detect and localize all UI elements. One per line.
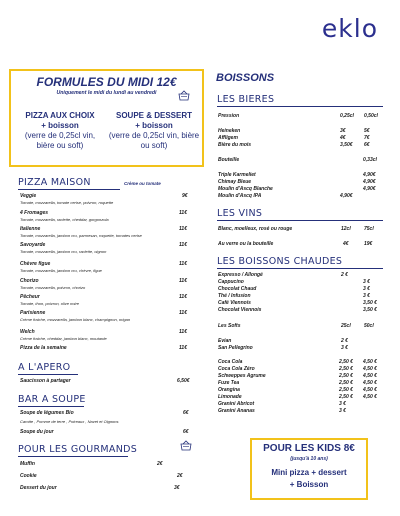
bottle-item-name: Moulin d'Ascq Blanche (218, 186, 273, 192)
chaudes-section-title: LES BOISSONS CHAUDES (217, 256, 343, 267)
brand-logo: eklo (321, 14, 378, 43)
soft-item-p1: 2,50 € (339, 359, 353, 365)
pizza-item-price: 11€ (179, 310, 187, 316)
formule-pizza (14, 111, 106, 151)
bottle-item-name: Chimay Bleue (218, 179, 252, 185)
vins-divider (217, 220, 383, 221)
pizza-item-price: 11€ (179, 261, 187, 267)
bottle-item-name: Triple Karmeliet (218, 172, 256, 178)
pizza-section-title: PIZZA MAISON (18, 177, 91, 188)
water-name: San Pellegrino (218, 345, 253, 351)
pizza-item-desc: Tomate, mozzarella, poivron, chorizo (20, 285, 86, 290)
soft-item-name: Granini Ananas (218, 408, 255, 414)
soft-item-p1: 2,50 € (339, 394, 353, 400)
pizza-item-name: Savoyarde (20, 242, 46, 248)
pizza-item-desc: Tomate, thon, poivron, olive noire (20, 301, 79, 306)
pizza-item-name: Italienne (20, 226, 41, 232)
chaude-item-price: 3 € (363, 279, 370, 285)
pizza-item-name: Pêcheur (20, 294, 40, 300)
bottle-item-price: 4,90€ (363, 179, 376, 185)
takeaway-bag-icon (180, 440, 192, 451)
formule-soupe (106, 111, 202, 151)
pizza-divider (18, 189, 120, 190)
pizza-item-desc: Crème fraiche, cheddar, jambon blanc, moutarde (20, 336, 107, 341)
pizza-item-desc: Tomate, mozzarella, raclette, cheddar, gorgonzola (20, 217, 109, 222)
chaude-item-name: Chocolat Chaud (218, 286, 257, 292)
pizza-item-name: Chèvre figue (20, 261, 51, 267)
vin-row-p1: 4€ (343, 241, 349, 247)
gourmand-item-name: Cookie (20, 473, 37, 479)
pizza-item-price: 11€ (179, 294, 187, 300)
pizza-item-price: 11€ (179, 278, 187, 284)
vin-row-p2: 19€ (364, 241, 373, 247)
chaude-item-name: Chocolat Viennois (218, 307, 262, 313)
water-price: 2 € (341, 338, 348, 344)
formule-pizza-line: (verre de 0,25cl vin, (24, 131, 96, 140)
soupe-item-price: 6€ (183, 429, 189, 435)
soft-item-p1: 2,50 € (339, 387, 353, 393)
bieres-section-title: LES BIERES (217, 94, 275, 105)
pizza-item-price: 9€ (182, 193, 188, 199)
softs-label: Les Softs (218, 323, 241, 329)
chaude-item-price: 3 € (363, 286, 370, 292)
boissons-title: BOISSONS (216, 72, 275, 84)
pizza-item-price: 11€ (179, 210, 187, 216)
biere-item-p1: 3€ (340, 128, 346, 134)
vin-row-name: Au verre ou la bouteille (218, 241, 274, 247)
pression-label: Pression (218, 113, 240, 119)
soft-item-name: Fuze Tea (218, 380, 240, 386)
soupe-section-title: BAR A SOUPE (18, 394, 86, 405)
formules-title: FORMULES DU MIDI 12€ (36, 75, 177, 89)
apero-item-name: Saucisson à partager (20, 378, 71, 384)
kids-line-1: Mini pizza + dessert (271, 468, 347, 477)
soupe-item-name: Soupe du jour (20, 429, 54, 435)
biere-item-p2: 7€ (364, 135, 370, 141)
vin-row-p2: 75cl (364, 226, 374, 232)
pizza-item-desc: Tomate, mozzarella, tomate cerise, poivron, roquette (20, 200, 114, 205)
bottle-item-price: 4,90€ (340, 193, 353, 199)
bottle-item-name: Moulin d'Ascq IPA (218, 193, 262, 199)
pizza-note: Crème ou tomate (124, 181, 161, 186)
formule-pizza-line: PIZZA AUX CHOIX (25, 111, 95, 120)
bieres-divider (217, 106, 383, 107)
soupe-item-desc: Carotte , Pomme de terre , Poireaux , Navet et Oignons (20, 419, 119, 424)
water-name: Evian (218, 338, 232, 344)
apero-item-price: 6,50€ (177, 378, 190, 384)
pizza-item-desc: Tomate, mozzarella, jambon cru, raclette, oignon (20, 249, 107, 254)
soft-item-p1: 2,50 € (339, 373, 353, 379)
biere-item-p1: 4€ (340, 135, 346, 141)
kids-title: POUR LES KIDS 8€ (263, 443, 355, 454)
chaude-item-price: 2 € (341, 272, 348, 278)
formule-soupe-line: + boisson (135, 121, 173, 130)
bouteille-size: 0,33cl (363, 157, 377, 163)
gourmand-item-price: 3€ (174, 485, 180, 491)
soft-item-p1: 3 € (339, 408, 346, 414)
bouteille-label: Bouteille (218, 157, 240, 163)
softs-size-small: 25cl (341, 323, 351, 329)
bottle-item-price: 4,90€ (363, 186, 376, 192)
gourmand-item-price: 2€ (157, 461, 163, 467)
formule-soupe-line: ou soft) (140, 141, 168, 150)
gourmand-item-name: Dessert du jour (20, 485, 57, 491)
chaude-item-name: Thé / Infusion (218, 293, 251, 299)
soft-item-name: Limonade (218, 394, 242, 400)
biere-item-p2: 6€ (364, 142, 370, 148)
gourmand-item-name: Muffin (20, 461, 35, 467)
soupe-item-price: 6€ (183, 410, 189, 416)
pizza-item-name: Welch (20, 329, 35, 335)
kids-box (250, 438, 368, 500)
soft-item-p2: 4,50 € (363, 359, 377, 365)
chaude-item-price: 3,50 € (363, 307, 377, 313)
pizza-item-name: Veggie (20, 193, 37, 199)
pizza-item-desc: Crème fraiche, mozzarella, jambon blanc, champignon, origan (20, 317, 131, 322)
soft-item-name: Schweppes Agrume (218, 373, 266, 379)
soft-item-p1: 2,50 € (339, 366, 353, 372)
soft-item-name: Coca Cola (218, 359, 243, 365)
biere-item-name: Heineken (218, 128, 241, 134)
pizza-item-name: Chorizo (20, 278, 39, 284)
pression-size-small: 0,25cl (340, 113, 354, 119)
vin-row-name: Blanc, moelleux, rosé ou rouge (218, 226, 293, 232)
soft-item-name: Granini Abricot (218, 401, 255, 407)
chaude-item-name: Café Viennois (218, 300, 251, 306)
vin-row-p1: 12cl (341, 226, 351, 232)
softs-size-large: 50cl (364, 323, 374, 329)
chaude-item-name: Expresso / Allongé (218, 272, 263, 278)
biere-item-p2: 5€ (364, 128, 370, 134)
vins-section-title: LES VINS (217, 208, 263, 219)
soft-item-p2: 4,50 € (363, 373, 377, 379)
soft-item-name: Coca Cola Zéro (218, 366, 255, 372)
pizza-item-price: 11€ (179, 226, 187, 232)
pression-size-large: 0,50cl (364, 113, 378, 119)
soft-item-p2: 4,50 € (363, 394, 377, 400)
chaude-item-name: Cappucino (218, 279, 244, 285)
kids-subtitle: (jusqu'à 10 ans) (290, 456, 328, 462)
soft-item-p2: 4,50 € (363, 387, 377, 393)
soft-item-p2: 4,50 € (363, 380, 377, 386)
formules-subtitle: Uniquement le midi du lundi au vendredi (56, 90, 157, 96)
formule-pizza-line: bière ou soft) (36, 141, 84, 150)
water-price: 3 € (341, 345, 348, 351)
gourmands-divider (18, 456, 128, 457)
pizza-item-price: 11€ (179, 329, 187, 335)
pizza-item-desc: Tomate, mozzarella, jambon cru, chèvre, figue (20, 268, 102, 273)
bottle-item-price: 4,90€ (363, 172, 376, 178)
soft-item-p1: 3 € (339, 401, 346, 407)
formule-soupe-line: SOUPE & DESSERT (115, 111, 192, 120)
kids-line-2: + Boisson (289, 480, 329, 489)
soupe-divider (18, 406, 84, 407)
gourmand-item-price: 2€ (177, 473, 183, 479)
biere-item-name: Affligem (218, 135, 238, 141)
chaude-item-price: 3 € (363, 293, 370, 299)
pizza-item-name: Parisienne (20, 310, 46, 316)
soft-item-name: Orangina (218, 387, 240, 393)
pizza-item-desc: Tomate, mozzarella, jambon cru, parmesan, roquette, tomates cerise (20, 233, 142, 238)
pizza-item-price: 11€ (179, 345, 187, 351)
soupe-item-name: Soupe de légumes Bio (20, 410, 74, 416)
gourmands-section-title: POUR LES GOURMANDS (18, 444, 138, 455)
formules-box (9, 69, 204, 167)
pizza-item-price: 11€ (179, 242, 187, 248)
pizza-item-name: 4 Fromages (20, 210, 49, 216)
formule-soupe-line: (verre de 0,25cl vin, bière (108, 131, 200, 140)
biere-item-p1: 3,50€ (340, 142, 353, 148)
pizza-item-name: Pizza de la semaine (20, 345, 67, 351)
apero-divider (18, 374, 78, 375)
takeaway-bag-icon (178, 90, 190, 101)
biere-item-name: Bière du mois (218, 142, 252, 148)
apero-section-title: A L'APERO (18, 362, 71, 373)
formule-pizza-line: + boisson (41, 121, 79, 130)
soft-item-p2: 4,50 € (363, 366, 377, 372)
chaudes-divider (217, 268, 383, 269)
chaude-item-price: 3,50 € (363, 300, 377, 306)
soft-item-p1: 2,50 € (339, 380, 353, 386)
